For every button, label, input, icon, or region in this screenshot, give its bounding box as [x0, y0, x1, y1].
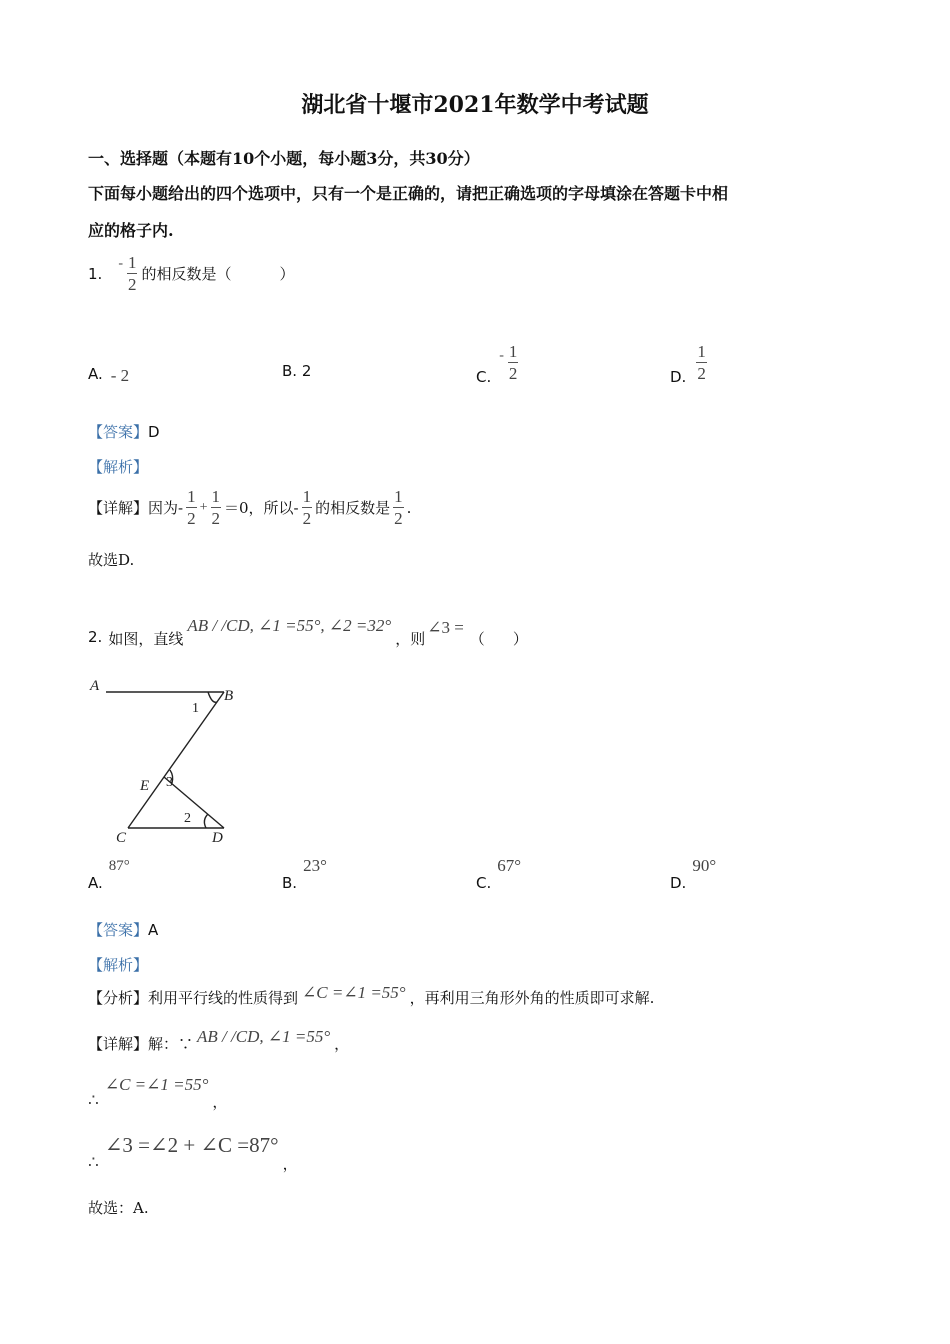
q1-answer-value: D	[148, 423, 160, 441]
line-bc	[128, 692, 224, 828]
q2-option-c[interactable]: C. 67°	[476, 856, 522, 892]
label-a: A	[90, 678, 100, 694]
q1-answer: 【答案】D	[88, 423, 160, 441]
angle-1-label: 1	[192, 701, 199, 716]
q2-step-1: ∴ ∠C =∠1 =55° ，	[88, 1075, 228, 1111]
q1-stem-text: 的相反数是（	[141, 265, 232, 283]
q2-option-a[interactable]: A. 87°	[88, 858, 130, 892]
q2-detail-line: 【详解】 解：∵ AB / /CD, ∠1 =55° ，	[88, 1027, 350, 1053]
q2-analysis-line: 【分析】 利用平行线的性质得到 ∠C =∠1 =55° ，再利用三角形外角的性质即可求解.	[88, 983, 655, 1007]
q2-option-b[interactable]: B. 23°	[282, 856, 327, 892]
section-heading: 一、选择题（本题有10个小题，每小题3分，共30分）	[88, 149, 480, 168]
q2-answer-value: A	[148, 921, 159, 939]
q1-number: 1.	[88, 264, 103, 283]
q2-given-math: AB / /CD, ∠1 =55°, ∠2 =32°	[187, 616, 392, 635]
q1-detail: 【详解】 因为- $\frac{1}{2}$ + $\frac{1}{2}$ ＝0，所以- $\frac{1}{2}$ 的相反数是 $\frac{1}{2}$ .	[88, 487, 412, 528]
q1-option-a[interactable]: A. - 2	[88, 365, 130, 385]
angle-3-label: 3	[166, 775, 173, 790]
q1-option-b[interactable]: B. 2	[282, 362, 312, 380]
q1-stem	[88, 254, 295, 293]
label-e: E	[140, 778, 150, 794]
instruction-line-1: 下面每小题给出的四个选项中，只有一个是正确的，请把正确选项的字母填涂在答题卡中相	[88, 184, 729, 203]
angle-1-arc	[208, 692, 217, 702]
q2-answer: 【答案】A	[88, 921, 159, 939]
q2-analysis-tag: 【解析】	[88, 956, 149, 974]
angle-2-label: 2	[184, 811, 191, 826]
label-d: D	[212, 830, 223, 846]
q1-fraction: $\frac{1}{2}$	[127, 253, 137, 294]
angle-2-arc	[204, 814, 208, 828]
q2-option-d[interactable]: D. 90°	[670, 856, 717, 892]
q2-figure	[84, 670, 254, 850]
q2-choose: 故选：A.	[88, 1199, 149, 1217]
label-b: B	[224, 688, 234, 704]
page-title: 湖北省十堰市2021年数学中考试题	[301, 92, 649, 118]
q2-step-2: ∴ ∠3 =∠2 + ∠C =87° ，	[88, 1133, 298, 1173]
line-ed	[164, 777, 224, 828]
q1-stem-close: ）	[279, 265, 295, 283]
q1-minus: -	[118, 255, 123, 271]
q1-analysis-tag: 【解析】	[88, 458, 149, 476]
q1-choose: 故选D.	[88, 551, 135, 569]
q2-number: 2.	[88, 628, 103, 646]
q1-option-d[interactable]: D. $\frac{1}{2}$	[670, 341, 706, 386]
label-c: C	[116, 830, 127, 846]
q2-stem: 2. 如图，直线 AB / /CD, ∠1 =55°, ∠2 =32° ，则 ∠3 = （ ）	[88, 616, 528, 648]
q1-option-c[interactable]: C. - $\frac{1}{2}$	[476, 341, 518, 386]
instruction-line-2: 应的格子内.	[88, 221, 174, 240]
